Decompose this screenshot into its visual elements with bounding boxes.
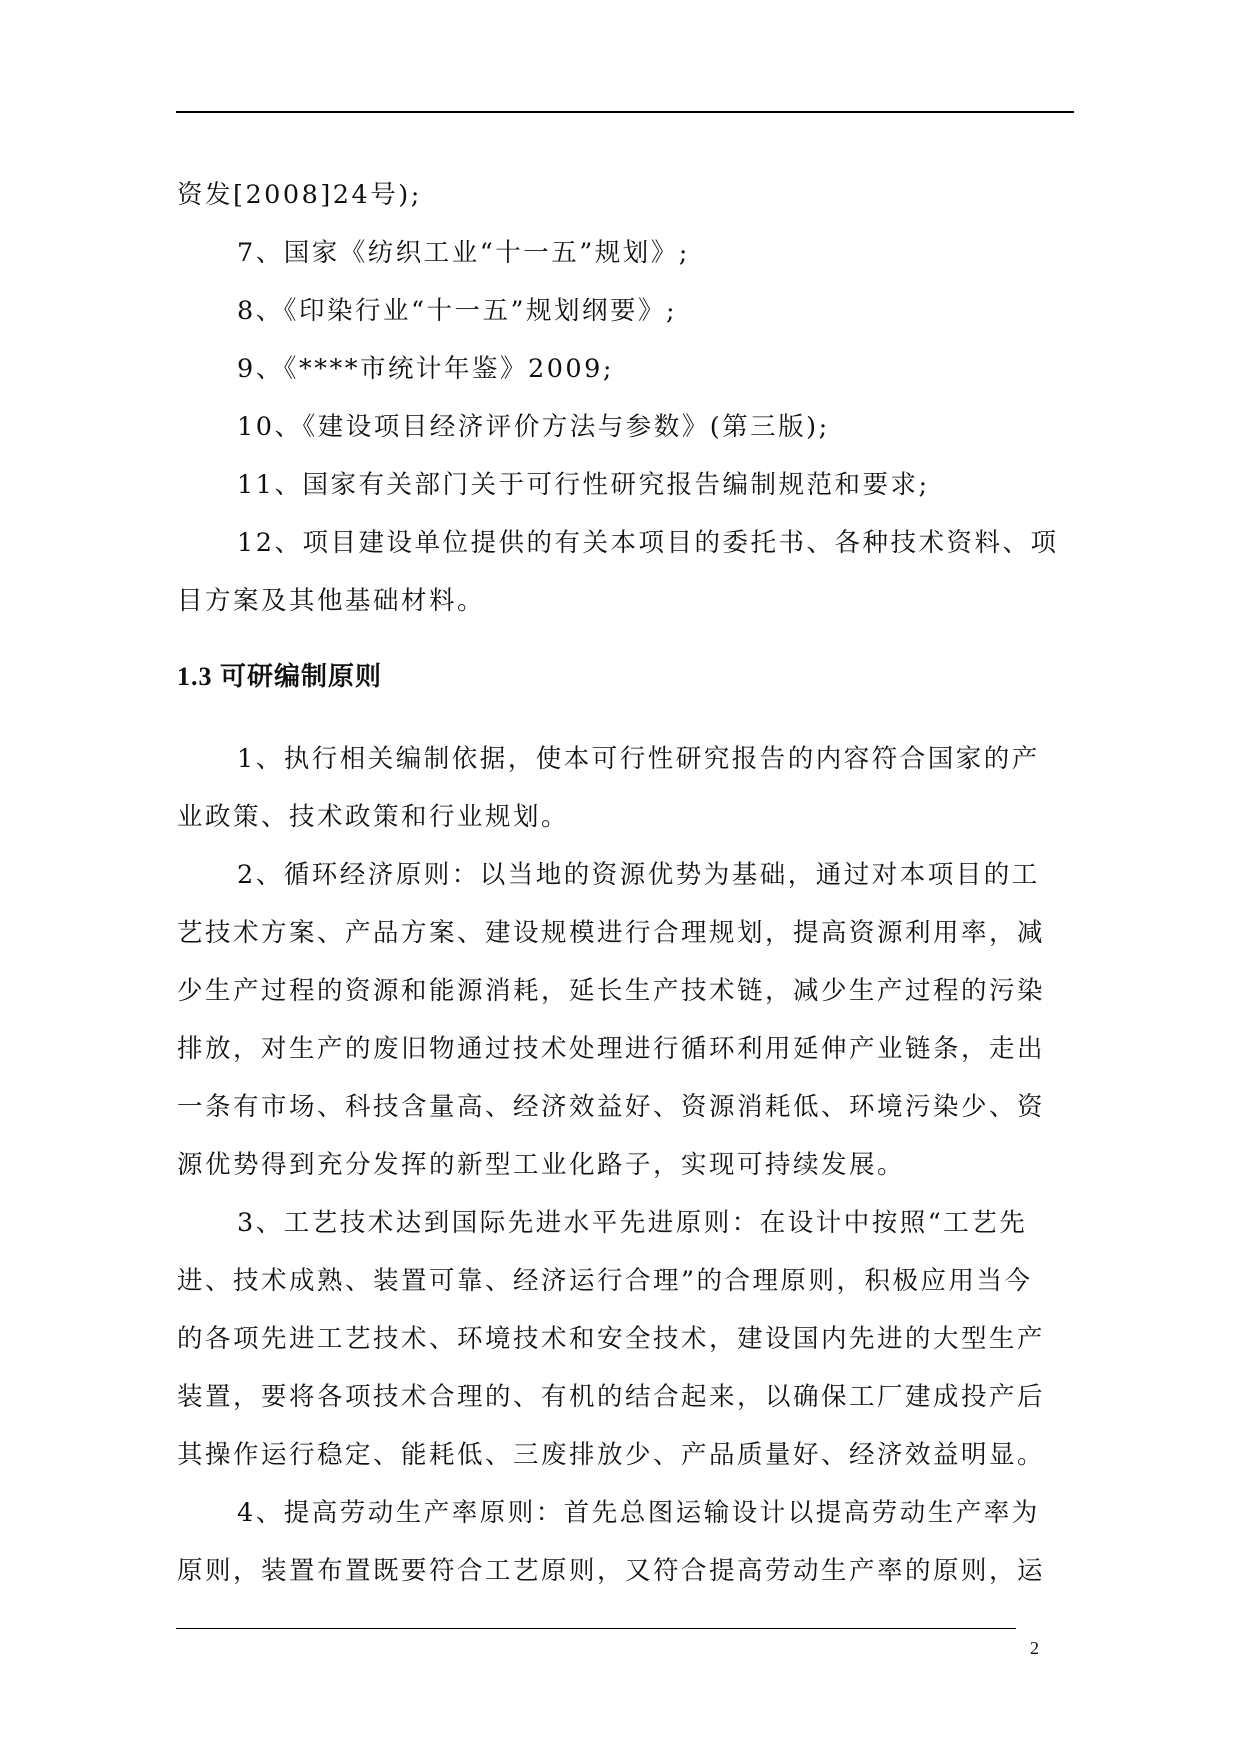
paragraph-line: 其操作运行稳定、能耗低、三废排放少、产品质量好、经济效益明显。 (177, 1440, 1046, 1470)
text-line: 资发[2008]24号); (177, 180, 422, 210)
paragraph-line: 原则，装置布置既要符合工艺原则，又符合提高劳动生产率的原则，运 (177, 1556, 1046, 1586)
text-line: 目方案及其他基础材料。 (177, 586, 486, 616)
footer-rule (176, 1628, 1016, 1629)
list-item: 8、《印染行业“十一五”规划纲要》; (237, 296, 678, 326)
reference-list (177, 166, 1073, 630)
list-item: 11、国家有关部门关于可行性研究报告编制规范和要求; (237, 470, 930, 500)
paragraph-line: 进、技术成熟、装置可靠、经济运行合理”的合理原则，积极应用当今 (177, 1266, 1033, 1296)
paragraph-line: 一条有市场、科技含量高、经济效益好、资源消耗低、环境污染少、资 (177, 1092, 1046, 1122)
paragraph-line: 业政策、技术政策和行业规划。 (177, 802, 570, 832)
paragraph-line: 少生产过程的资源和能源消耗，延长生产技术链，减少生产过程的污染 (177, 976, 1046, 1006)
paragraph-line: 的各项先进工艺技术、环境技术和安全技术，建设国内先进的大型生产 (177, 1324, 1046, 1354)
list-item: 7、国家《纺织工业“十一五”规划》; (237, 238, 690, 268)
paragraph-line: 3、工艺技术达到国际先进水平先进原则：在设计中按照“工艺先 (237, 1208, 1028, 1238)
section-heading: 1.3 可研编制原则 (177, 662, 383, 691)
principles-body (177, 730, 1073, 1600)
paragraph-line: 2、循环经济原则：以当地的资源优势为基础，通过对本项目的工 (237, 860, 1040, 890)
paragraph-line: 源优势得到充分发挥的新型工业化路子，实现可持续发展。 (177, 1150, 906, 1180)
paragraph-line: 1、执行相关编制依据，使本可行性研究报告的内容符合国家的产 (237, 744, 1040, 774)
paragraph-line: 4、提高劳动生产率原则：首先总图运输设计以提高劳动生产率为 (237, 1498, 1040, 1528)
page-number: 2 (1030, 1638, 1039, 1658)
list-item: 12、项目建设单位提供的有关本项目的委托书、各种技术资料、项 (237, 528, 1059, 558)
paragraph-line: 装置，要将各项技术合理的、有机的结合起来，以确保工厂建成投产后 (177, 1382, 1046, 1412)
paragraph-line: 排放，对生产的废旧物通过技术处理进行循环利用延伸产业链条，走出 (177, 1034, 1046, 1064)
list-item: 10、《建设项目经济评价方法与参数》(第三版); (237, 412, 830, 442)
list-item: 9、《****市统计年鉴》2009; (237, 354, 614, 384)
paragraph-line: 艺技术方案、产品方案、建设规模进行合理规划，提高资源利用率，减 (177, 918, 1046, 948)
header-rule (176, 111, 1074, 113)
